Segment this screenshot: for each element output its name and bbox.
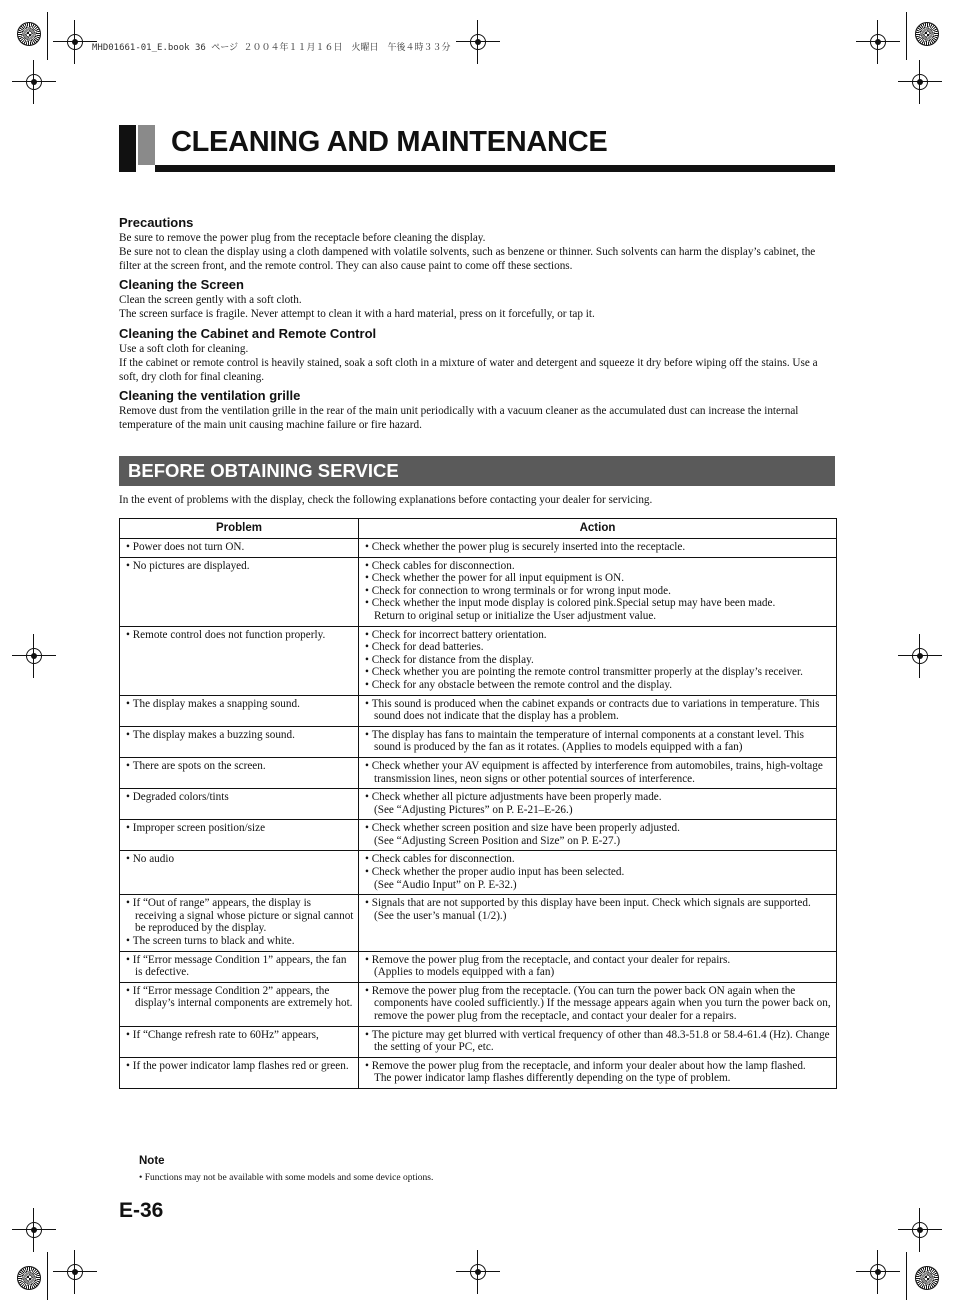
action-item: • Check whether the power plug is securely inserted into the receptacle. bbox=[365, 541, 832, 554]
problem-item: • No pictures are displayed. bbox=[126, 560, 354, 573]
action-cell bbox=[359, 895, 837, 951]
table-row bbox=[120, 820, 837, 851]
problem-cell bbox=[120, 789, 359, 820]
problem-cell bbox=[120, 820, 359, 851]
table-row bbox=[120, 851, 837, 895]
table-row bbox=[120, 539, 837, 558]
action-item: • Check whether the power for all input equipment is ON. bbox=[365, 572, 832, 585]
registration-mark-icon bbox=[908, 644, 932, 668]
problem-item: • If “Error message Condition 1” appears, the fan is defective. bbox=[126, 954, 354, 979]
problem-item: • The display makes a buzzing sound. bbox=[126, 729, 354, 742]
action-item: • Check whether your AV equipment is affected by interference from automobiles, trains, high-voltage transmission lines, neon signs or other potential sources of interference. bbox=[365, 760, 832, 785]
action-item: • Check for distance from the display. bbox=[365, 654, 832, 667]
registration-mark-icon bbox=[866, 1260, 890, 1284]
problem-cell bbox=[120, 895, 359, 951]
registration-mark-icon bbox=[466, 30, 490, 54]
cleaning-screen-line: The screen surface is fragile. Never attempt to clean it with a hard material, press on it forcefully, or tap it. bbox=[119, 308, 595, 320]
problem-cell bbox=[120, 757, 359, 788]
action-item-continuation: Return to original setup or initialize the User adjustment value. bbox=[374, 609, 657, 622]
precautions-heading: Precautions bbox=[119, 215, 194, 230]
action-item: • Check whether you are pointing the remote control transmitter properly at the display’s receiver. bbox=[365, 666, 832, 679]
color-target-icon bbox=[915, 1266, 939, 1290]
precautions-line: Be sure to remove the power plug from the receptacle before cleaning the display. bbox=[119, 232, 486, 244]
action-cell bbox=[359, 820, 837, 851]
note-heading: Note bbox=[139, 1155, 165, 1167]
action-item: • Check whether the proper audio input has been selected. bbox=[365, 866, 832, 879]
action-cell bbox=[359, 726, 837, 757]
problem-cell bbox=[120, 851, 359, 895]
action-item: • The display has fans to maintain the temperature of internal components at a constant level. This sound is produced by the fan as it rotates. (Applies to models equipped with a fan) bbox=[365, 729, 832, 754]
action-item: • Check whether all picture adjustments have been properly made. bbox=[365, 791, 832, 804]
problem-item: • If “Out of range” appears, the display is receiving a signal whose picture or signal cannot be reproduced by the display. bbox=[126, 897, 354, 935]
action-item: • Check for any obstacle between the remote control and the display. bbox=[365, 679, 832, 692]
cleaning-grille-line: Remove dust from the ventilation grille in the rear of the main unit periodically with a vacuum cleaner as the accumulated dust can increase the internal temperature of the main unit causing machine failure or fire hazard. bbox=[119, 405, 799, 431]
table-row bbox=[120, 982, 837, 1026]
troubleshooting-table bbox=[119, 518, 837, 1089]
title-underline bbox=[155, 165, 835, 172]
color-target-icon bbox=[915, 22, 939, 46]
action-cell bbox=[359, 982, 837, 1026]
cleaning-screen-section bbox=[119, 277, 835, 321]
page-title: CLEANING AND MAINTENANCE bbox=[171, 126, 608, 158]
table-row bbox=[120, 757, 837, 788]
problem-item: • Remote control does not function properly. bbox=[126, 629, 354, 642]
action-item: • Check cables for disconnection. bbox=[365, 853, 832, 866]
action-item-continuation: (Applies to models equipped with a fan) bbox=[374, 966, 555, 979]
problem-item: • The screen turns to black and white. bbox=[126, 935, 354, 948]
problem-cell bbox=[120, 626, 359, 695]
action-item: • Remove the power plug from the receptacle. (You can turn the power back ON again when the components have cooled sufficiently.) If the message appears again when you turn the power back on, remove the power plug from the receptacle, and contact your dealer for a repairs. bbox=[365, 985, 832, 1023]
action-cell bbox=[359, 789, 837, 820]
table-row bbox=[120, 789, 837, 820]
action-item: • Check for dead batteries. bbox=[365, 641, 832, 654]
action-item: • Check for connection to wrong terminals or for wrong input mode. bbox=[365, 585, 832, 598]
table-row bbox=[120, 951, 837, 982]
table-row bbox=[120, 557, 837, 626]
problem-cell bbox=[120, 1026, 359, 1057]
action-item: • Check whether screen position and size have been properly adjusted. bbox=[365, 822, 832, 835]
action-item: • Signals that are not supported by this display have been input. Check which signals are supported. (See the user’s manual (1/2).) bbox=[365, 897, 832, 922]
action-cell bbox=[359, 1026, 837, 1057]
registration-mark-icon bbox=[466, 1260, 490, 1284]
registration-mark-icon bbox=[908, 1218, 932, 1242]
column-header-action: Action bbox=[359, 519, 837, 539]
page-title-bar bbox=[119, 125, 835, 172]
color-target-icon bbox=[17, 1266, 41, 1290]
service-heading: BEFORE OBTAINING SERVICE bbox=[128, 460, 399, 481]
action-cell bbox=[359, 539, 837, 558]
note-text: • Functions may not be available with some models and some device options. bbox=[139, 1173, 434, 1183]
registration-mark-icon bbox=[63, 30, 87, 54]
trim-mark bbox=[906, 12, 907, 60]
color-target-icon bbox=[17, 22, 41, 46]
column-header-problem: Problem bbox=[120, 519, 359, 539]
cleaning-cabinet-heading: Cleaning the Cabinet and Remote Control bbox=[119, 326, 377, 341]
table-row bbox=[120, 626, 837, 695]
registration-mark-icon bbox=[22, 1218, 46, 1242]
problem-item: • Degraded colors/tints bbox=[126, 791, 354, 804]
troubleshooting-table-body bbox=[120, 539, 837, 1089]
action-cell bbox=[359, 1057, 837, 1088]
precautions-section bbox=[119, 215, 835, 273]
action-item: • Check cables for disconnection. bbox=[365, 560, 832, 573]
table-row bbox=[120, 1057, 837, 1088]
problem-cell bbox=[120, 539, 359, 558]
trim-mark bbox=[47, 1252, 48, 1300]
registration-mark-icon bbox=[22, 644, 46, 668]
problem-cell bbox=[120, 695, 359, 726]
service-intro: In the event of problems with the display, check the following explanations before contacting your dealer for servicing. bbox=[119, 494, 653, 506]
action-cell bbox=[359, 557, 837, 626]
cleaning-screen-heading: Cleaning the Screen bbox=[119, 277, 244, 292]
action-item: • Check for incorrect battery orientation. bbox=[365, 629, 832, 642]
trim-mark bbox=[47, 12, 48, 60]
table-row bbox=[120, 695, 837, 726]
action-item: • This sound is produced when the cabinet expands or contracts due to variations in temperature. This sound does not indicate that the display has a problem. bbox=[365, 698, 832, 723]
problem-item: • If the power indicator lamp flashes red or green. bbox=[126, 1060, 354, 1073]
action-item: • Remove the power plug from the receptacle, and inform your dealer about how the lamp flashed. bbox=[365, 1060, 832, 1073]
problem-item: • Power does not turn ON. bbox=[126, 541, 354, 554]
problem-cell bbox=[120, 982, 359, 1026]
action-cell bbox=[359, 695, 837, 726]
problem-item: • No audio bbox=[126, 853, 354, 866]
action-cell bbox=[359, 951, 837, 982]
action-item-continuation: The power indicator lamp flashes differently depending on the type of problem. bbox=[374, 1072, 731, 1085]
action-item: • Remove the power plug from the receptacle, and contact your dealer for repairs. bbox=[365, 954, 832, 967]
page-number: E-36 bbox=[119, 1199, 164, 1222]
problem-item: • The display makes a snapping sound. bbox=[126, 698, 354, 711]
registration-mark-icon bbox=[63, 1260, 87, 1284]
precautions-line: Be sure not to clean the display using a cloth dampened with volatile solvents, such as benzene or thinner. Such solvents can harm the display’s cabinet, the filter at the screen front, and the remote control. They can also cause paint to come off these sections. bbox=[119, 246, 816, 272]
title-block-dark bbox=[119, 125, 136, 172]
table-header-row bbox=[120, 519, 837, 539]
action-cell bbox=[359, 851, 837, 895]
problem-cell bbox=[120, 951, 359, 982]
action-item-continuation: (See “Audio Input” on P. E-32.) bbox=[374, 878, 517, 891]
action-item: • Check whether the input mode display is colored pink.Special setup may have been made. bbox=[365, 597, 832, 610]
service-banner bbox=[119, 456, 835, 486]
problem-item: • If “Error message Condition 2” appears, the display’s internal components are extremely hot. bbox=[126, 985, 354, 1010]
registration-mark-icon bbox=[22, 70, 46, 94]
cleaning-cabinet-line: If the cabinet or remote control is heavily stained, soak a soft cloth in a mixture of water and detergent and squeeze it dry before wiping off the stains. Use a soft, dry cloth for final cleaning. bbox=[119, 357, 818, 383]
action-item-continuation: (See “Adjusting Screen Position and Size” on P. E-27.) bbox=[374, 834, 621, 847]
problem-item: • Improper screen position/size bbox=[126, 822, 354, 835]
problem-item: • If “Change refresh rate to 60Hz” appears, bbox=[126, 1029, 354, 1042]
cleaning-grille-heading: Cleaning the ventilation grille bbox=[119, 388, 301, 403]
cleaning-cabinet-line: Use a soft cloth for cleaning. bbox=[119, 343, 249, 355]
print-header: MHD01661-01_E.book 36 ページ ２００４年１１月１６日 火曜日 午後４時３３分 bbox=[92, 43, 451, 53]
table-row bbox=[120, 1026, 837, 1057]
action-item: • The picture may get blurred with vertical frequency of other than 48.3-51.8 or 58.4-61.4 (Hz). Change the setting of your PC, etc. bbox=[365, 1029, 832, 1054]
problem-cell bbox=[120, 1057, 359, 1088]
trim-mark bbox=[906, 1252, 907, 1300]
registration-mark-icon bbox=[908, 70, 932, 94]
cleaning-cabinet-section bbox=[119, 326, 835, 384]
title-block-grey bbox=[138, 125, 155, 165]
problem-item: • There are spots on the screen. bbox=[126, 760, 354, 773]
table-row bbox=[120, 726, 837, 757]
cleaning-screen-line: Clean the screen gently with a soft cloth. bbox=[119, 294, 302, 306]
action-cell bbox=[359, 626, 837, 695]
table-row bbox=[120, 895, 837, 951]
cleaning-grille-section bbox=[119, 388, 835, 432]
problem-cell bbox=[120, 557, 359, 626]
registration-mark-icon bbox=[866, 30, 890, 54]
action-item-continuation: (See “Adjusting Pictures” on P. E-21–E-26.) bbox=[374, 803, 573, 816]
action-cell bbox=[359, 757, 837, 788]
problem-cell bbox=[120, 726, 359, 757]
